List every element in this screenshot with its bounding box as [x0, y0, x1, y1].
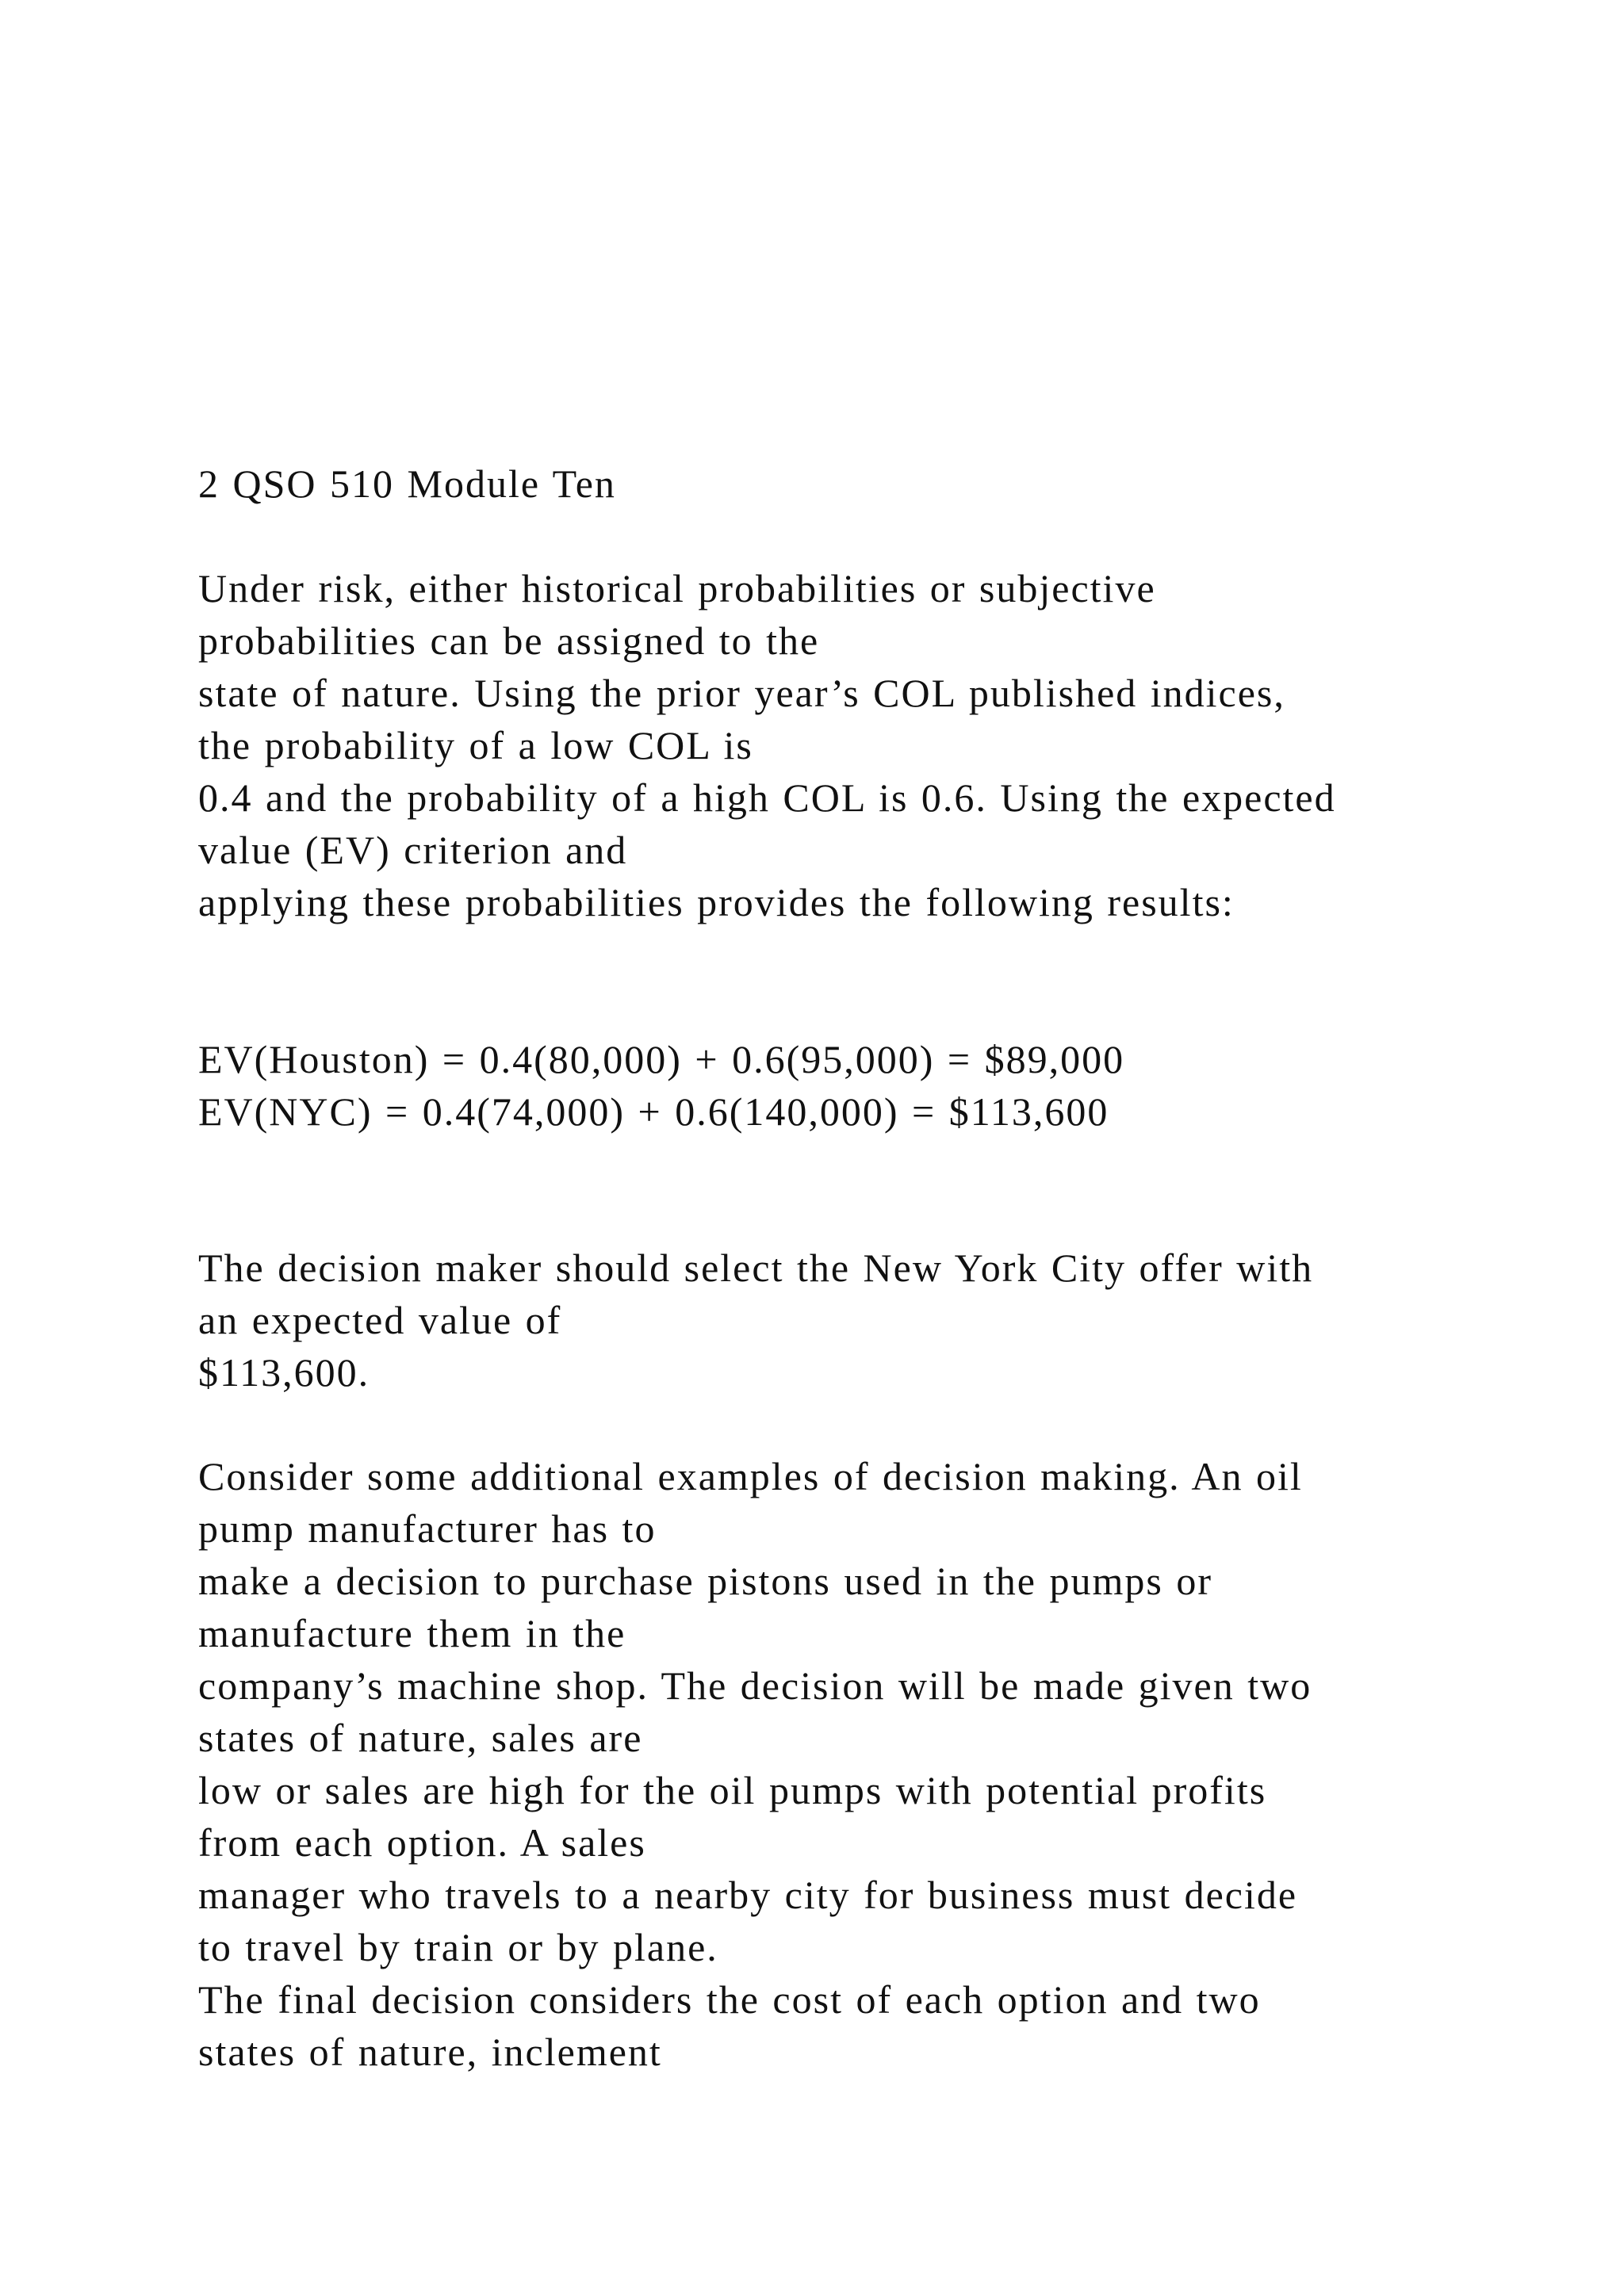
- text-line: make a decision to purchase pistons used in the pumps or: [198, 1559, 1212, 1603]
- text-line: an expected value of: [198, 1298, 562, 1342]
- text-line: Consider some additional examples of decision making. An oil: [198, 1454, 1303, 1498]
- text-line: applying these probabilities provides the following results:: [198, 880, 1235, 924]
- text-line: probabilities can be assigned to the: [198, 618, 820, 663]
- text-line: from each option. A sales: [198, 1820, 646, 1865]
- text-line: 0.4 and the probability of a high COL is 0.6. Using the expected: [198, 775, 1336, 820]
- equation-nyc: EV(NYC) = 0.4(74,000) + 0.6(140,000) = $113,600: [198, 1089, 1109, 1134]
- paragraph-additional-examples: [198, 1450, 1546, 2078]
- text-line: states of nature, inclement: [198, 2030, 662, 2074]
- paragraph-risk-probabilities: [198, 562, 1546, 928]
- text-line: manufacture them in the: [198, 1611, 626, 1655]
- text-line: value (EV) criterion and: [198, 828, 628, 872]
- equation-houston: EV(Houston) = 0.4(80,000) + 0.6(95,000) = $89,000: [198, 1037, 1125, 1081]
- text-line: manager who travels to a nearby city for business must decide: [198, 1873, 1298, 1917]
- text-line: pump manufacturer has to: [198, 1506, 657, 1551]
- expected-value-equations: [198, 1033, 1546, 1138]
- text-line: The final decision considers the cost of each option and two: [198, 1977, 1261, 2022]
- text-line: company’s machine shop. The decision will be made given two: [198, 1663, 1312, 1708]
- text-line: $113,600.: [198, 1350, 370, 1395]
- module-title: 2 QSO 510 Module Ten: [198, 461, 616, 506]
- text-line: The decision maker should select the New York City offer with: [198, 1246, 1314, 1290]
- text-line: low or sales are high for the oil pumps with potential profits: [198, 1768, 1267, 1812]
- text-line: to travel by train or by plane.: [198, 1925, 718, 1969]
- text-line: the probability of a low COL is: [198, 723, 753, 767]
- text-line: Under risk, either historical probabilities or subjective: [198, 566, 1156, 610]
- text-line: states of nature, sales are: [198, 1716, 643, 1760]
- paragraph-decision: [198, 1242, 1546, 1399]
- page-header: [198, 457, 1546, 510]
- text-line: state of nature. Using the prior year’s COL published indices,: [198, 671, 1285, 715]
